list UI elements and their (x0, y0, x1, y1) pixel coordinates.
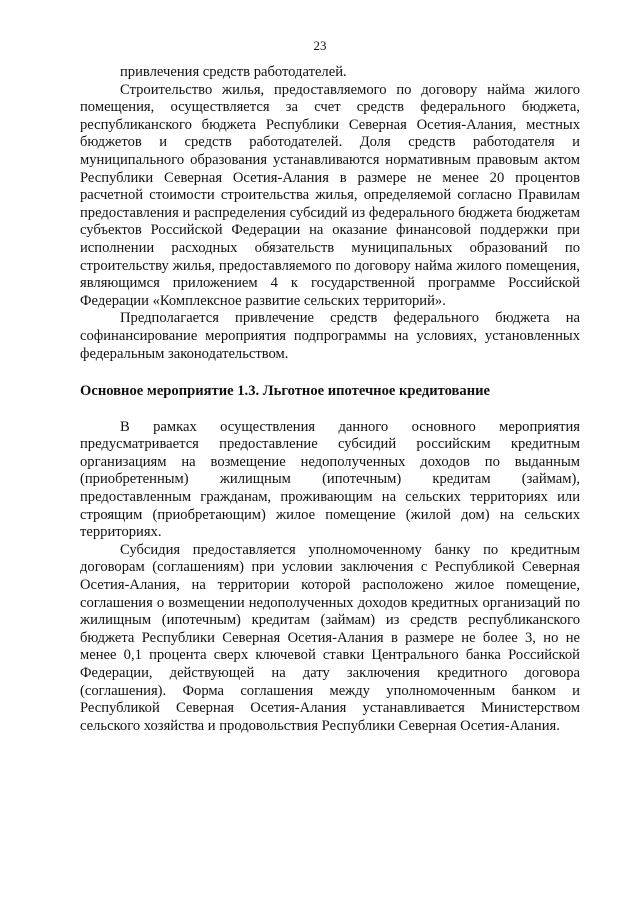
page-number: 23 (313, 38, 327, 53)
paragraph-construction-funding: Строительство жилья, предоставляемого по договору найма жилого помещения, осуществляется за счет средств федерального бюджета, республиканского бюджета Республики Северная Осетия-Алания, местных бюджетов и средств работодателей. Доля средств работодателя и муниципального образования устанавливаются нормативным правовым актом Республики Северная Осетия-Алания в размере не менее 20 процентов расчетной стоимости строительства жилья, определяемой согласно Правилам предоставления и распределения субсидий из федерального бюджета бюджетам субъектов Российской Федерации на оказание финансовой поддержки при исполнении расходных обязательств муниципальных образований по строительству жилья, предоставляемого по договору найма жилого помещения, являющимся приложением 4 к государственной программе Российской Федерации «Комплексное развитие сельских территорий». (80, 81, 580, 309)
document-body (80, 64, 580, 735)
paragraph-subsidy-conditions: Субсидия предоставляется уполномоченному банку по кредитным договорам (соглашениям) при условии заключения с Республикой Северная Осетия-Алания, на территории которой расположено жилое помещение, соглашения о возмещении недополученных доходов кредитных организаций по жилищным (ипотечным) кредитам (займам) из средств республиканского бюджета Республики Северная Осетия-Алания в размере не более 3, но не менее 0,1 процента сверх ключевой ставки Центрального банка Российской Федерации, действующей на дату заключения кредитного договора (соглашения). Форма соглашения между уполномоченным банком и Республикой Северная Осетия-Алания устанавливается Министерством сельского хозяйства и продовольствия Республики Северная Осетия-Алания. (80, 541, 580, 734)
paragraph-federal-cofinancing: Предполагается привлечение средств федерального бюджета на софинансирование мероприятия подпрограммы на условиях, установленных федеральным законодательством. (80, 310, 580, 362)
paragraph-subsidy-scope: В рамках осуществления данного основного мероприятия предусматривается предоставление субсидий российским кредитным организациям на возмещение недополученных доходов по выданным (приобретенным) жилищным (ипотечным) кредитам (займам), предоставленным гражданам, проживающим на сельских территориях или строящим (приобретающим) жилое помещение (жилой дом) на сельских территориях. (80, 418, 580, 541)
section-heading: Основное мероприятие 1.3. Льготное ипотечное кредитование (80, 383, 490, 400)
paragraph-continuation: привлечения средств работодателей. (120, 64, 347, 80)
